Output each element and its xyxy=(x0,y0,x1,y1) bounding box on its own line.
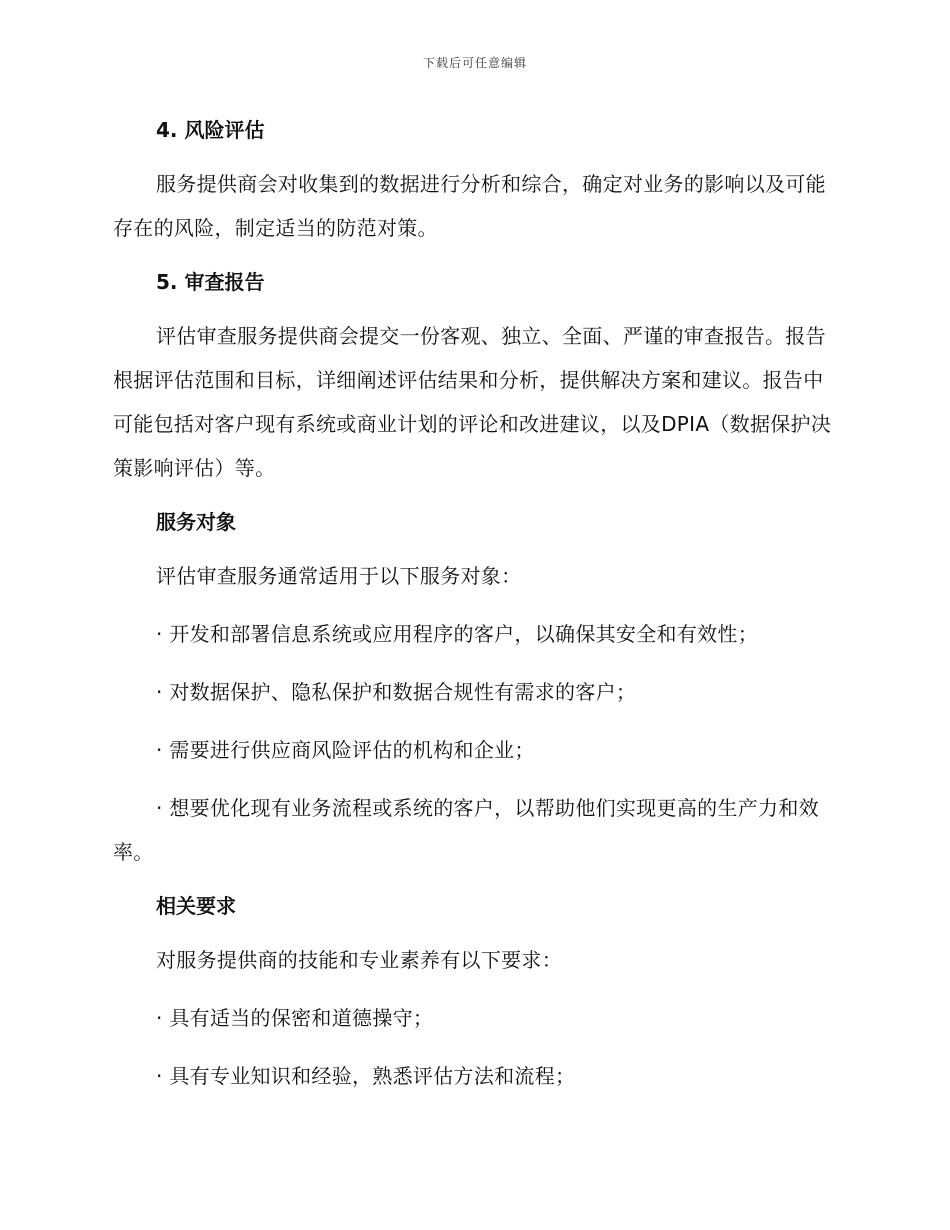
section-heading-requirements: 相关要求 xyxy=(156,894,236,918)
paragraph-service-targets-intro: 评估审查服务通常适用于以下服务对象： xyxy=(156,564,522,588)
section-heading-audit-report: 5. 审查报告 xyxy=(156,270,265,294)
section-heading-risk-assessment: 4. 风险评估 xyxy=(156,118,265,142)
list-item: · 需要进行供应商风险评估的机构和企业； xyxy=(156,738,535,762)
list-item: · 具有适当的保密和道德操守； xyxy=(156,1006,434,1030)
paragraph-audit-report: 评估审查服务提供商会提交一份客观、独立、全面、严谨的审查报告。报告根据评估范围和目标，详细阐述评估结果和分析，提供解决方案和建议。报告中可能包括对客户现有系统或商业计划的评论和改进建议，以及DPIA（数据保护决策影响评估）等。 xyxy=(113,324,832,480)
paragraph-requirements-intro: 对服务提供商的技能和专业素养有以下要求： xyxy=(156,948,562,972)
section-heading-service-targets: 服务对象 xyxy=(156,510,236,534)
header-note: 下载后可任意编辑 xyxy=(422,56,527,70)
list-item: · 具有专业知识和经验，熟悉评估方法和流程； xyxy=(156,1064,576,1088)
list-item: · 对数据保护、隐私保护和数据合规性有需求的客户； xyxy=(156,680,637,704)
list-item: · 开发和部署信息系统或应用程序的客户，以确保其安全和有效性； xyxy=(156,622,759,646)
paragraph-risk-assessment: 服务提供商会对收集到的数据进行分析和综合，确定对业务的影响以及可能存在的风险，制定适当的防范对策。 xyxy=(113,172,826,240)
document-body xyxy=(113,112,835,1098)
list-item: · 想要优化现有业务流程或系统的客户，以帮助他们实现更高的生产力和效率。 xyxy=(113,796,819,864)
